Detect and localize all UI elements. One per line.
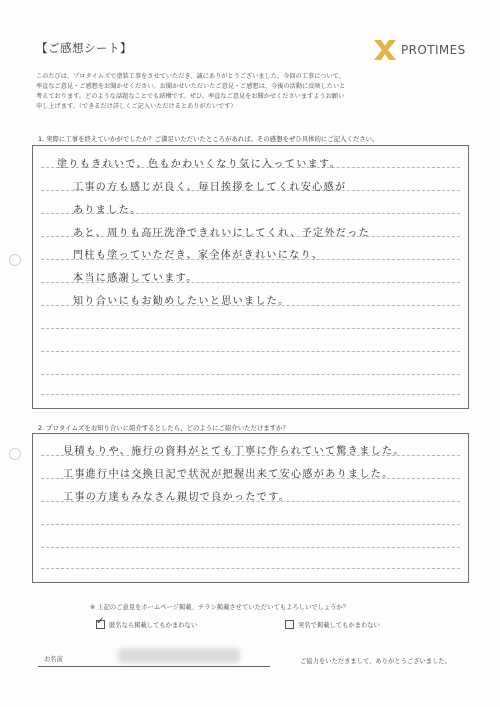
- option-named[interactable]: [285, 620, 380, 629]
- punch-hole-top: [9, 254, 21, 266]
- intro-line: 考えております。どのような話題なことでも結構です。ぜひ、率直なご意見をお聞かせくださいますようお願い: [36, 93, 345, 100]
- protimes-logo-icon: [372, 38, 398, 62]
- answer-rule: [41, 351, 460, 352]
- logo-wordmark: PROTIMES: [401, 43, 466, 57]
- handwritten-line: 知り合いにもお勧めしたいと思いました。: [73, 296, 290, 307]
- thanks-message: ご協力をいただきまして、ありがとうございました。: [300, 658, 451, 665]
- handwritten-line: 本当に感謝しています。: [73, 273, 198, 284]
- handwritten-line: あと、周りも高圧洗浄できれいにしてくれ、予定外だった: [73, 228, 370, 239]
- intro-line: 率直なご意見・ご感想をお聞かせください。お聞かせいただいたご意見・ご感想は、今後の活動に反映したいと: [36, 83, 346, 90]
- intro-line: 申し上げます。（できるだけ詳しくご記入いただけるとありがたいです）: [36, 103, 237, 110]
- name-label: お名前: [44, 656, 63, 663]
- option-named-label: 実名で掲載してもかまわない: [298, 622, 380, 629]
- handwritten-line: 工事進行中は交換日記で状況が把握出来て安心感がありました。: [63, 469, 394, 480]
- option-anonymous[interactable]: [96, 616, 198, 629]
- question-1-label: 1. 実際に工事を終えていかがでしたか？ご満足いただいたところがあれば、その感想をぜひ具体的にご記入ください。: [38, 135, 379, 143]
- checkbox-empty-icon[interactable]: [285, 620, 294, 629]
- checkbox-checked-icon[interactable]: ✓: [96, 616, 105, 627]
- answer-rule: [41, 394, 460, 395]
- handwritten-line: 見積もりや、施行の資料がとても丁寧に作られていて驚きました。: [63, 446, 405, 457]
- handwritten-line: 工事の方も感じが良く、毎日挨拶をしてくれ安心感が: [73, 182, 347, 193]
- question-1-answer-box: [32, 145, 469, 409]
- question-2-answer-box: [32, 433, 469, 583]
- handwritten-line: 塗りもきれいで、色もかわいくなり気に入っています。: [57, 159, 341, 170]
- punch-hole-bottom: [9, 448, 21, 460]
- question-2-label: 2. プロタイムズをお知り合いに紹介するとしたら、どのようにご紹介いただけますか？: [38, 424, 289, 432]
- sheet-title: 【ご感想シート】: [36, 41, 132, 55]
- handwritten-line: 門柱も塗っていただき、家全体がきれいになり、: [73, 250, 324, 261]
- answer-rule: [41, 328, 460, 329]
- protimes-logo: [372, 38, 466, 62]
- answer-rule: [41, 547, 460, 548]
- answer-rule: [41, 374, 460, 375]
- answer-rule: [41, 568, 460, 569]
- redacted-name: [118, 648, 240, 663]
- answer-rule: [41, 524, 460, 525]
- intro-line: このたびは、プロタイムズで塗装工事をさせていただき、誠にありがとうございました。今回の工事について、: [36, 73, 345, 80]
- intro-text: [36, 72, 466, 112]
- handwritten-line: 工事の方達もみなさん親切で良かったです。: [63, 492, 291, 503]
- publication-consent-note: ※ 上記のご意見をホームページ掲載、チラシ掲載させていただいてもよろしいでしょうか？: [90, 604, 350, 611]
- handwritten-line: ありました。: [73, 205, 142, 216]
- name-underline: [38, 666, 270, 667]
- option-anonymous-label: 匿名なら掲載してもかまわない: [109, 622, 198, 629]
